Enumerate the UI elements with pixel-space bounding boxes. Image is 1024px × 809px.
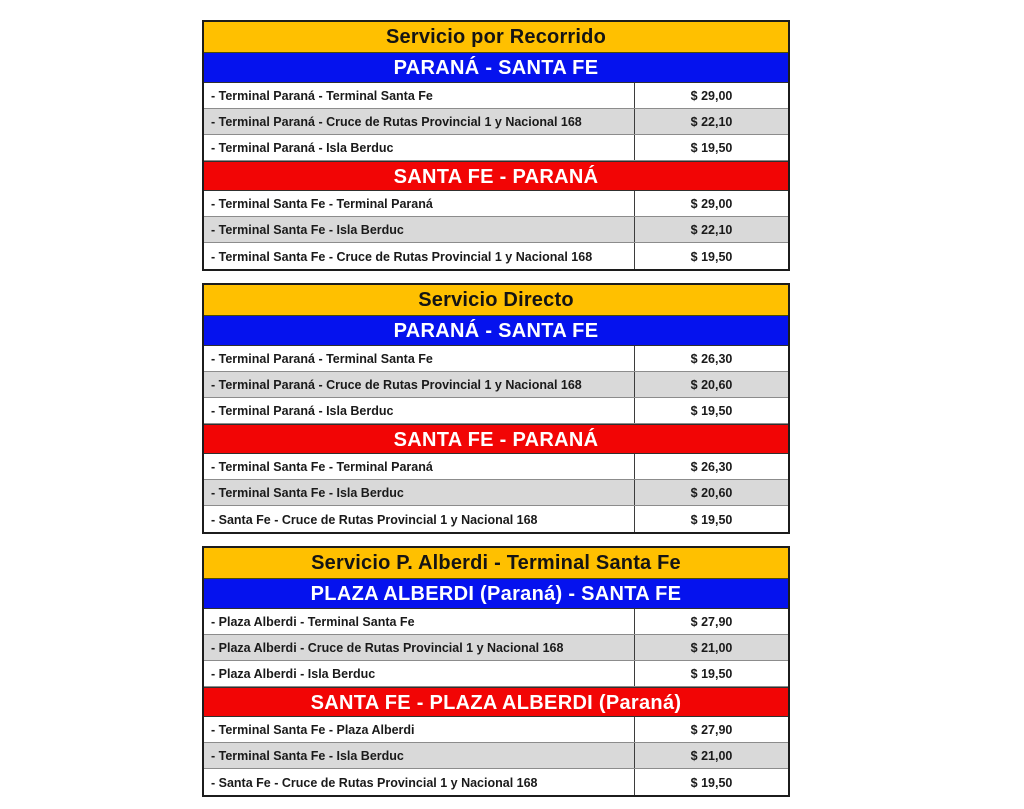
- route-cell: - Santa Fe - Cruce de Rutas Provincial 1 y Nacional 168: [204, 506, 635, 532]
- table-row: [204, 480, 788, 506]
- fare-cell: $ 19,50: [690, 141, 733, 155]
- fare-cell: $ 19,50: [690, 667, 733, 681]
- route-cell: - Terminal Paraná - Isla Berduc: [204, 135, 635, 160]
- route-cell: - Terminal Santa Fe - Isla Berduc: [204, 480, 635, 505]
- fare-cell: $ 19,50: [690, 775, 733, 790]
- route-cell: - Terminal Paraná - Isla Berduc: [204, 398, 635, 423]
- direction-header-santa-fe-plaza-alberdi: SANTA FE - PLAZA ALBERDI (Paraná): [204, 687, 788, 717]
- table-row: [204, 454, 788, 480]
- fare-cell: $ 26,30: [690, 352, 733, 366]
- fare-cell: $ 19,50: [690, 512, 733, 527]
- route-cell: - Terminal Santa Fe - Cruce de Rutas Provincial 1 y Nacional 168: [204, 243, 635, 269]
- fare-cell: $ 19,50: [690, 404, 733, 418]
- fare-cell: $ 21,00: [690, 641, 733, 655]
- fare-cell: $ 26,30: [690, 460, 733, 474]
- table-row: [204, 661, 788, 687]
- table-row: [204, 109, 788, 135]
- table-row: [204, 135, 788, 161]
- direction-header-parana-santa-fe: PARANÁ - SANTA FE: [204, 53, 788, 83]
- table-row: [204, 191, 788, 217]
- table-title: Servicio Directo: [204, 285, 788, 316]
- table-row: [204, 717, 788, 743]
- table-row: [204, 217, 788, 243]
- route-cell: - Santa Fe - Cruce de Rutas Provincial 1 y Nacional 168: [204, 769, 635, 795]
- direction-header-santa-fe-parana: SANTA FE - PARANÁ: [204, 161, 788, 191]
- table-row: [204, 346, 788, 372]
- fare-cell: $ 27,90: [690, 723, 733, 737]
- fare-cell: $ 22,10: [690, 115, 733, 129]
- table-title: Servicio por Recorrido: [204, 22, 788, 53]
- route-cell: - Terminal Santa Fe - Isla Berduc: [204, 743, 635, 768]
- direction-header-parana-santa-fe: PARANÁ - SANTA FE: [204, 316, 788, 346]
- fare-table-servicio-directo: [202, 283, 790, 534]
- fare-table-servicio-p-alberdi: [202, 546, 790, 797]
- fare-table-servicio-por-recorrido: [202, 20, 790, 271]
- route-cell: - Terminal Santa Fe - Terminal Paraná: [204, 191, 635, 216]
- route-cell: - Terminal Paraná - Cruce de Rutas Provincial 1 y Nacional 168: [204, 372, 635, 397]
- fare-cell: $ 19,50: [690, 249, 733, 264]
- table-row: [204, 609, 788, 635]
- route-cell: - Terminal Santa Fe - Plaza Alberdi: [204, 717, 635, 742]
- table-row: [204, 372, 788, 398]
- fare-cell: $ 29,00: [690, 197, 733, 211]
- route-cell: - Terminal Paraná - Terminal Santa Fe: [204, 346, 635, 371]
- route-cell: - Plaza Alberdi - Isla Berduc: [204, 661, 635, 686]
- route-cell: - Terminal Santa Fe - Terminal Paraná: [204, 454, 635, 479]
- fare-cell: $ 21,00: [690, 749, 733, 763]
- direction-header-plaza-alberdi-santa-fe: PLAZA ALBERDI (Paraná) - SANTA FE: [204, 579, 788, 609]
- direction-header-santa-fe-parana: SANTA FE - PARANÁ: [204, 424, 788, 454]
- fare-tables-page: [202, 20, 790, 809]
- table-row: [204, 243, 788, 269]
- route-cell: - Terminal Paraná - Terminal Santa Fe: [204, 83, 635, 108]
- fare-cell: $ 20,60: [690, 378, 733, 392]
- table-row: [204, 743, 788, 769]
- table-row: [204, 83, 788, 109]
- table-row: [204, 398, 788, 424]
- fare-cell: $ 22,10: [690, 223, 733, 237]
- table-title: Servicio P. Alberdi - Terminal Santa Fe: [204, 548, 788, 579]
- route-cell: - Terminal Paraná - Cruce de Rutas Provincial 1 y Nacional 168: [204, 109, 635, 134]
- route-cell: - Terminal Santa Fe - Isla Berduc: [204, 217, 635, 242]
- route-cell: - Plaza Alberdi - Cruce de Rutas Provincial 1 y Nacional 168: [204, 635, 635, 660]
- route-cell: - Plaza Alberdi - Terminal Santa Fe: [204, 609, 635, 634]
- table-row: [204, 506, 788, 532]
- table-row: [204, 635, 788, 661]
- fare-cell: $ 20,60: [690, 486, 733, 500]
- fare-cell: $ 29,00: [690, 89, 733, 103]
- table-row: [204, 769, 788, 795]
- fare-cell: $ 27,90: [690, 615, 733, 629]
